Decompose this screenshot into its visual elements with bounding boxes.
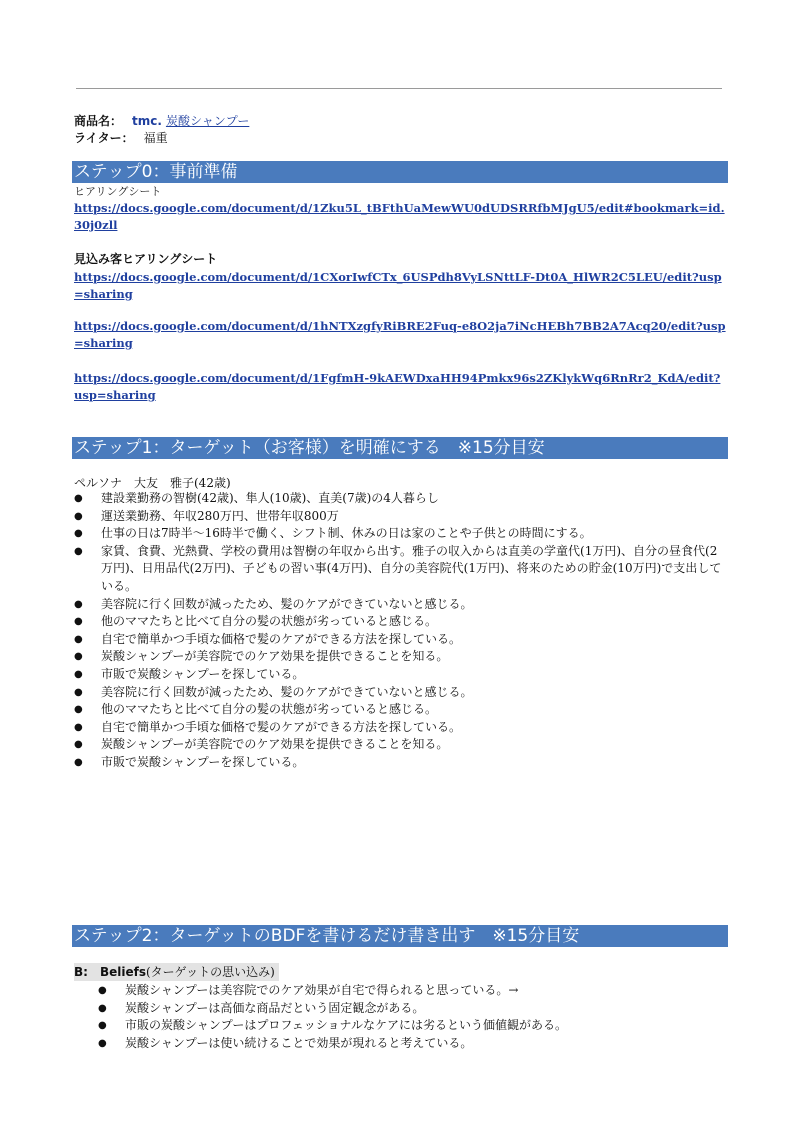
hearing-sheet-link[interactable]: https://docs.google.com/document/d/1Zku5L_tBFthUaMewWU0dUDSRRfbMJgU5/edit#bookmark=id.30j0zll: [74, 201, 725, 232]
writer-name: 福重: [143, 131, 168, 145]
prospect-sheet-label: 見込み客ヒアリングシート: [74, 252, 218, 266]
persona-bullet-list: [74, 490, 726, 772]
list-item: ● 市販で炭酸シャンプーを探している。: [74, 666, 726, 684]
list-item: ● 仕事の日は7時半〜16時半で働く、シフト制、休みの日は家のことや子供との時間にする。: [74, 525, 726, 543]
prospect-link-1[interactable]: https://docs.google.com/document/d/1CXorIwfCTx_6USPdh8VyLSNttLF-Dt0A_HlWR2C5LEU/edit?usp=sharing: [74, 270, 722, 301]
prospect-link-3[interactable]: https://docs.google.com/document/d/1FgfmH-9kAEWDxaHH94Pmkx96s2ZKlykWq6RnRr2_KdA/edit?usp=sharing: [74, 371, 721, 402]
list-item: ● 炭酸シャンプーが美容院でのケア効果を提供できることを知る。: [74, 648, 726, 666]
step0-heading: ステップ0：事前準備: [72, 161, 728, 183]
step1-heading: ステップ1：ターゲット（お客様）を明確にする ※15分目安: [72, 437, 728, 459]
list-item: ● 炭酸シャンプーは使い続けることで効果が現れると考えている。: [98, 1035, 718, 1053]
list-item: ● 炭酸シャンプーは美容院でのケア効果が自宅で得られると思っている。→: [98, 982, 718, 1000]
list-item: ● 市販で炭酸シャンプーを探している。: [74, 754, 726, 772]
step2-heading: ステップ2：ターゲットのBDFを書けるだけ書き出す ※15分目安: [72, 925, 728, 947]
persona-line: ペルソナ 大友 雅子(42歳): [74, 476, 231, 490]
list-item: ● 美容院に行く回数が減ったため、髪のケアができていないと感じる。: [74, 596, 726, 614]
list-item: ● 他のママたちと比べて自分の髪の状態が劣っていると感じる。: [74, 701, 726, 719]
list-item: ● 炭酸シャンプーが美容院でのケア効果を提供できることを知る。: [74, 736, 726, 754]
writer-label: ライター：: [74, 131, 134, 145]
product-name-link[interactable]: 炭酸シャンプー: [165, 114, 250, 128]
list-item: ● 建設業勤務の智樹(42歳)、隼人(10歳)、直美(7歳)の4人暮らし: [74, 490, 726, 508]
beliefs-list: [98, 982, 718, 1052]
list-item: ● 運送業勤務、年収280万円、世帯年収800万: [74, 508, 726, 526]
list-item: ● 美容院に行く回数が減ったため、髪のケアができていないと感じる。: [74, 684, 726, 702]
hearing-sheet-label: ヒアリングシート: [74, 185, 162, 198]
list-item: ● 自宅で簡単かつ手頃な価格で髪のケアができる方法を探している。: [74, 719, 726, 737]
product-tmc: tmc.: [132, 114, 162, 128]
beliefs-prefix: B: Beliefs: [74, 965, 146, 979]
product-line: [74, 112, 249, 129]
list-item: ● 炭酸シャンプーは高価な商品だという固定観念がある。: [98, 1000, 718, 1018]
beliefs-suffix: (ターゲットの思い込み): [145, 965, 275, 979]
product-label: 商品名：: [74, 114, 123, 128]
list-item: ● 市販の炭酸シャンプーはプロフェッショナルなケアには劣るという価値観がある。: [98, 1017, 718, 1035]
prospect-link-2[interactable]: https://docs.google.com/document/d/1hNTXzgfyRiBRE2Fuq-e8O2ja7iNcHEBh7BB2A7Acq20/edit?usp=sharing: [74, 319, 726, 350]
writer-line: [74, 129, 168, 146]
beliefs-label: [74, 963, 279, 981]
list-item: ● 自宅で簡単かつ手頃な価格で髪のケアができる方法を探している。: [74, 631, 726, 649]
list-item: ● 家賃、食費、光熱費、学校の費用は智樹の年収から出す。雅子の収入からは直美の学童代(1万円)、自分の昼食代(2万円)、日用品代(2万円)、子どもの習い事(4万円)、自分の美容院代(1万円)、将来のための貯金(10万円)で支出している。: [74, 543, 726, 596]
header-rule: [76, 88, 722, 89]
list-item: ● 他のママたちと比べて自分の髪の状態が劣っていると感じる。: [74, 613, 726, 631]
